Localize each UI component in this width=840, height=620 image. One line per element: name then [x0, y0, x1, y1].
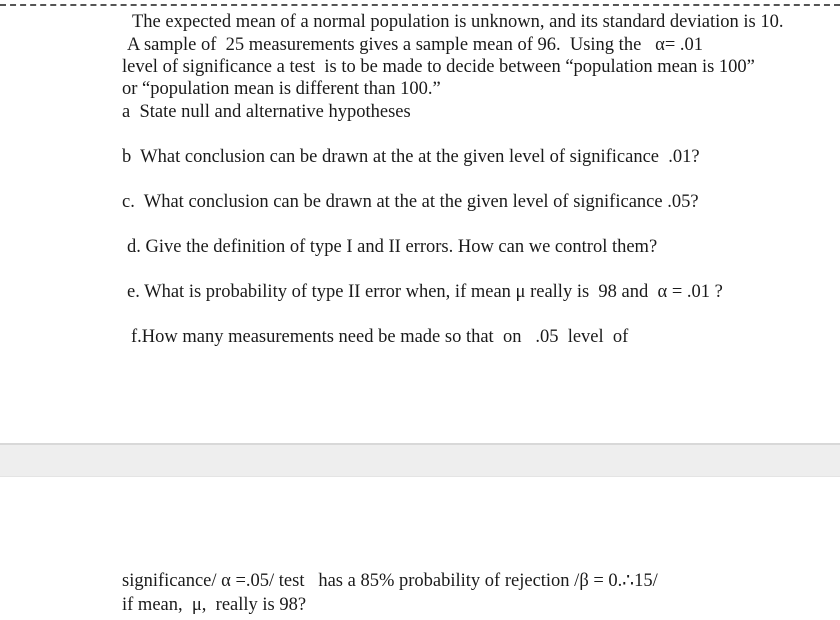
intro-line-1: The expected mean of a normal population is unknown, and its standard deviation is 10.: [132, 12, 784, 32]
page-break: [0, 443, 840, 477]
dashed-separator: [0, 4, 840, 6]
question-a: a State null and alternative hypotheses: [122, 102, 411, 122]
intro-line-3: level of significance a test is to be made to decide between “population mean is 100”: [122, 57, 755, 77]
question-f: f.How many measurements need be made so that on .05 level of: [131, 327, 629, 347]
intro-line-2: A sample of 25 measurements gives a sample mean of 96. Using the α= .01: [127, 35, 704, 55]
continuation-line-1: significance/ α =.05/ test has a 85% probability of rejection /β = 0.∴15/: [122, 571, 658, 591]
question-e: e. What is probability of type II error when, if mean μ really is 98 and α = .01 ?: [127, 282, 723, 302]
question-c: c. What conclusion can be drawn at the at the given level of significance .05?: [122, 192, 699, 212]
continuation-line-2: if mean, μ, really is 98?: [122, 595, 307, 615]
document-page-2: [0, 477, 840, 620]
intro-line-4: or “population mean is different than 100.”: [122, 79, 441, 99]
question-d: d. Give the definition of type I and II errors. How can we control them?: [127, 237, 658, 257]
question-b: b What conclusion can be drawn at the at the given level of significance .01?: [122, 147, 700, 167]
